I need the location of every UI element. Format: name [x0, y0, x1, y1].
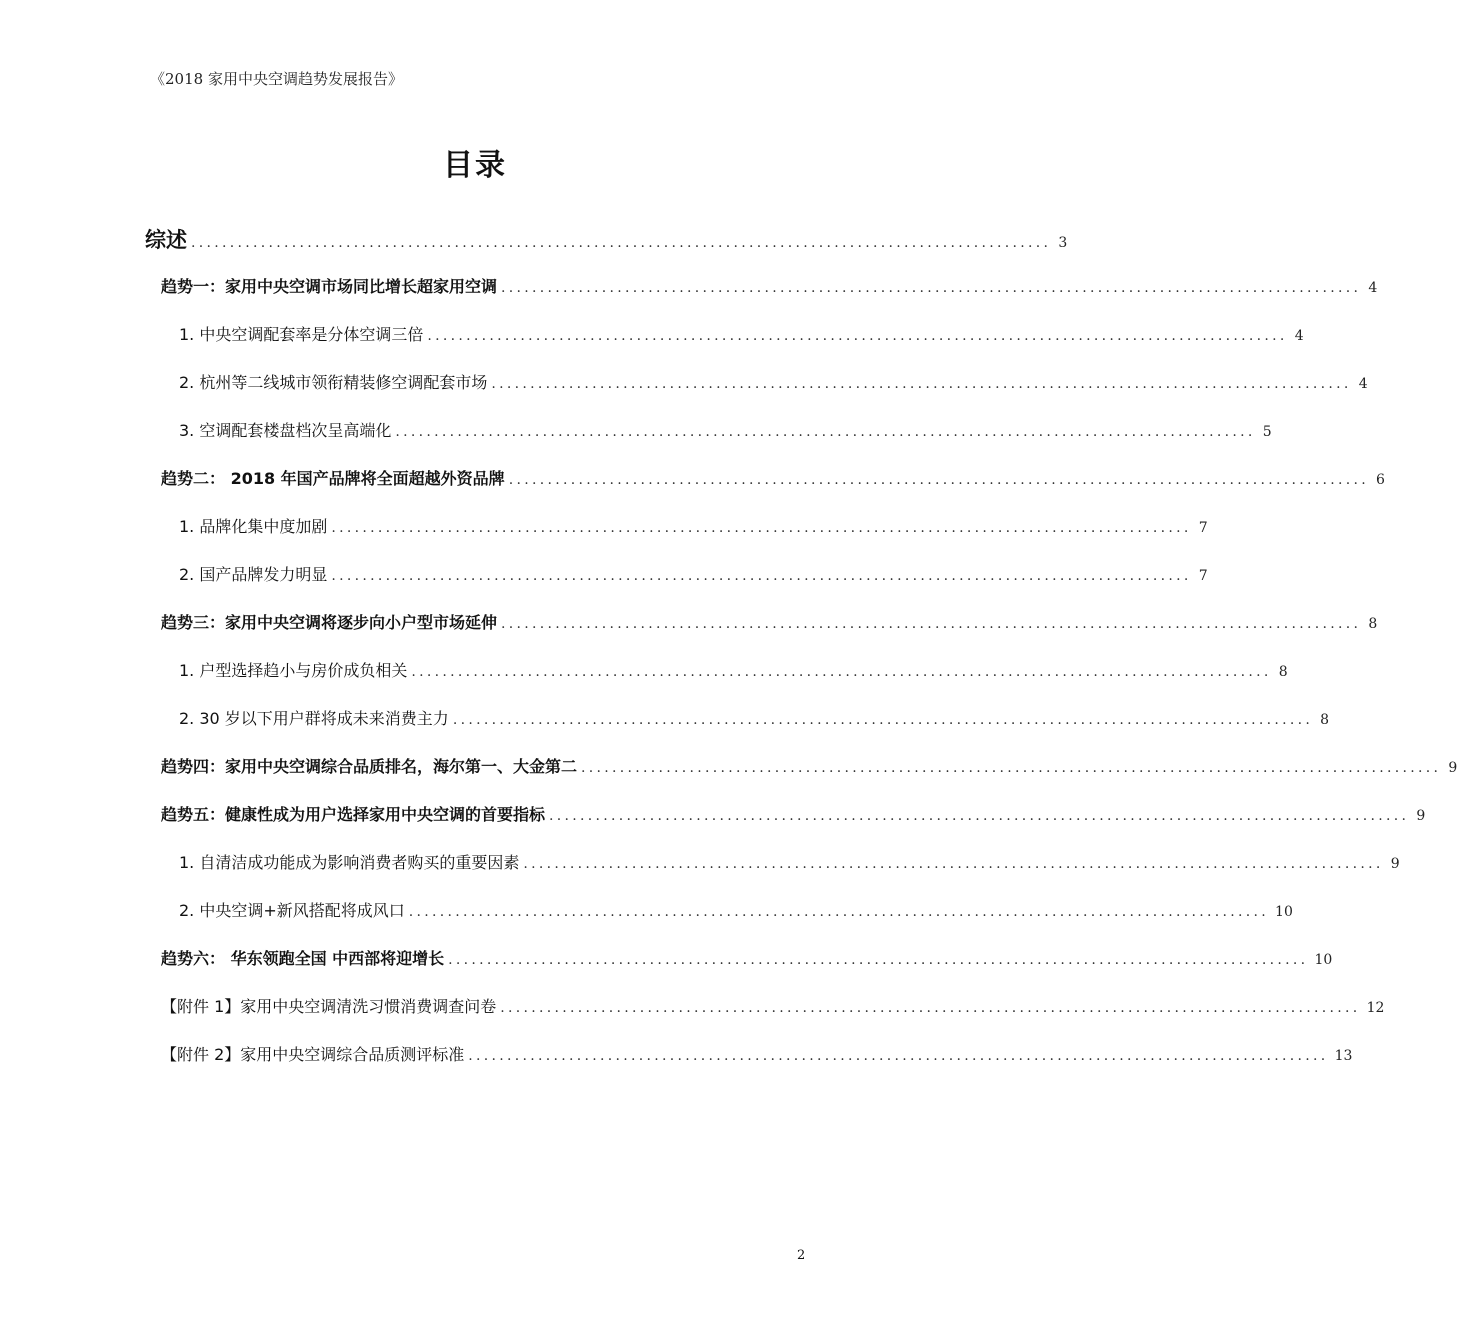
toc-entry-page: 8	[1368, 616, 1378, 632]
toc-entry-trend-2[interactable]	[161, 466, 1385, 489]
toc-entry-page: 6	[1376, 472, 1385, 488]
toc-entry-trend-3-1[interactable]	[179, 658, 1288, 681]
toc-entry-page: 4	[1294, 328, 1304, 344]
toc-entry-page: 13	[1334, 1048, 1353, 1064]
toc-leader-dots: ...............................................................................................................	[395, 424, 1256, 440]
toc-entry-label: 2. 杭州等二线城市领衔精装修空调配套市场	[179, 373, 488, 392]
toc-leader-dots: ...............................................................................................................	[581, 760, 1442, 776]
toc-entry-label: 1. 品牌化集中度加剧	[179, 517, 328, 536]
toc-leader-dots: ...............................................................................................................	[508, 472, 1369, 488]
toc-entry-appendix-1[interactable]	[161, 994, 1385, 1017]
toc-entry-trend-1-3[interactable]	[179, 418, 1272, 441]
toc-leader-dots: ...............................................................................................................	[191, 235, 1052, 251]
toc-entry-label: 综述	[145, 228, 187, 252]
toc-entry-label: 趋势四：家用中央空调综合品质排名，海尔第一、大金第二	[161, 757, 578, 776]
toc-entry-trend-2-1[interactable]	[179, 514, 1208, 537]
toc-entry-trend-5[interactable]	[161, 802, 1426, 825]
toc-entry-page: 10	[1275, 904, 1293, 920]
document-header: 《2018 家用中央空调趋势发展报告》	[150, 70, 403, 88]
toc-entry-label: 1. 中央空调配套率是分体空调三倍	[179, 325, 424, 344]
toc-leader-dots: ...............................................................................................................	[331, 568, 1192, 584]
toc-leader-dots: ...............................................................................................................	[411, 664, 1272, 680]
toc-entry-page: 10	[1314, 952, 1333, 968]
toc-leader-dots: ...............................................................................................................	[468, 1048, 1329, 1064]
toc-entry-page: 3	[1058, 235, 1068, 251]
toc-entry-label: 2. 30 岁以下用户群将成未来消费主力	[179, 709, 449, 728]
toc-leader-dots: ...............................................................................................................	[331, 520, 1192, 536]
toc-entry-label: 【附件 1】家用中央空调清洗习惯消费调查问卷	[161, 997, 497, 1016]
toc-entry-page: 9	[1416, 808, 1426, 824]
toc-entry-page: 4	[1358, 376, 1368, 392]
toc-leader-dots: ...............................................................................................................	[501, 280, 1362, 296]
toc-entry-label: 趋势一：家用中央空调市场同比增长超家用空调	[161, 277, 498, 296]
toc-entry-label: 趋势三：家用中央空调将逐步向小户型市场延伸	[161, 613, 498, 632]
toc-leader-dots: ...............................................................................................................	[501, 616, 1362, 632]
toc-entry-label: 3. 空调配套楼盘档次呈高端化	[179, 421, 392, 440]
toc-entry-label: 趋势六： 华东领跑全国 中西部将迎增长	[161, 949, 445, 968]
toc-entry-label: 【附件 2】家用中央空调综合品质测评标准	[161, 1045, 465, 1064]
toc-leader-dots: ...............................................................................................................	[452, 712, 1314, 728]
toc-entry-trend-3[interactable]	[161, 610, 1378, 633]
toc-leader-dots: ...............................................................................................................	[523, 856, 1384, 872]
toc-entry-page: 5	[1262, 424, 1272, 440]
toc-entry-appendix-2[interactable]	[161, 1042, 1353, 1065]
toc-entry-page: 7	[1198, 520, 1208, 536]
toc-entry-page: 8	[1278, 664, 1288, 680]
toc-entry-trend-1[interactable]	[161, 274, 1378, 297]
toc-entry-page: 4	[1368, 280, 1378, 296]
toc-entry-trend-2-2[interactable]	[179, 562, 1208, 585]
toc-leader-dots: ...............................................................................................................	[448, 952, 1309, 968]
toc-entry-page: 8	[1320, 712, 1330, 728]
toc-leader-dots: ...............................................................................................................	[549, 808, 1410, 824]
toc-entry-page: 9	[1390, 856, 1400, 872]
toc-entry-page: 12	[1366, 1000, 1385, 1016]
page-number: 2	[797, 1248, 806, 1263]
toc-entry-label: 趋势二： 2018 年国产品牌将全面超越外资品牌	[161, 469, 505, 488]
toc-leader-dots: ...............................................................................................................	[427, 328, 1288, 344]
toc-entry-label: 2. 国产品牌发力明显	[179, 565, 328, 584]
toc-entry-trend-5-1[interactable]	[179, 850, 1400, 873]
toc-entry-label: 1. 自清洁成功能成为影响消费者购买的重要因素	[179, 853, 520, 872]
toc-entry-trend-6[interactable]	[161, 946, 1333, 969]
toc-leader-dots: ...............................................................................................................	[491, 376, 1352, 392]
toc-title: 目录	[443, 148, 507, 183]
toc-entry-trend-5-2[interactable]	[179, 898, 1293, 921]
toc-entry-label: 1. 户型选择趋小与房价成负相关	[179, 661, 408, 680]
toc-entry-page: 7	[1198, 568, 1208, 584]
toc-entry-page: 9	[1448, 760, 1457, 776]
toc-entry-trend-4[interactable]	[161, 754, 1457, 777]
toc-entry-overview[interactable]	[145, 224, 1068, 254]
toc-entry-label: 2. 中央空调+新风搭配将成风口	[179, 901, 405, 920]
toc-entry-trend-1-1[interactable]	[179, 322, 1304, 345]
toc-entry-trend-3-2[interactable]	[179, 706, 1330, 729]
toc-entry-trend-1-2[interactable]	[179, 370, 1368, 393]
toc-entry-label: 趋势五：健康性成为用户选择家用中央空调的首要指标	[161, 805, 546, 824]
toc-leader-dots: ...............................................................................................................	[500, 1000, 1361, 1016]
toc-leader-dots: ...............................................................................................................	[408, 904, 1270, 920]
